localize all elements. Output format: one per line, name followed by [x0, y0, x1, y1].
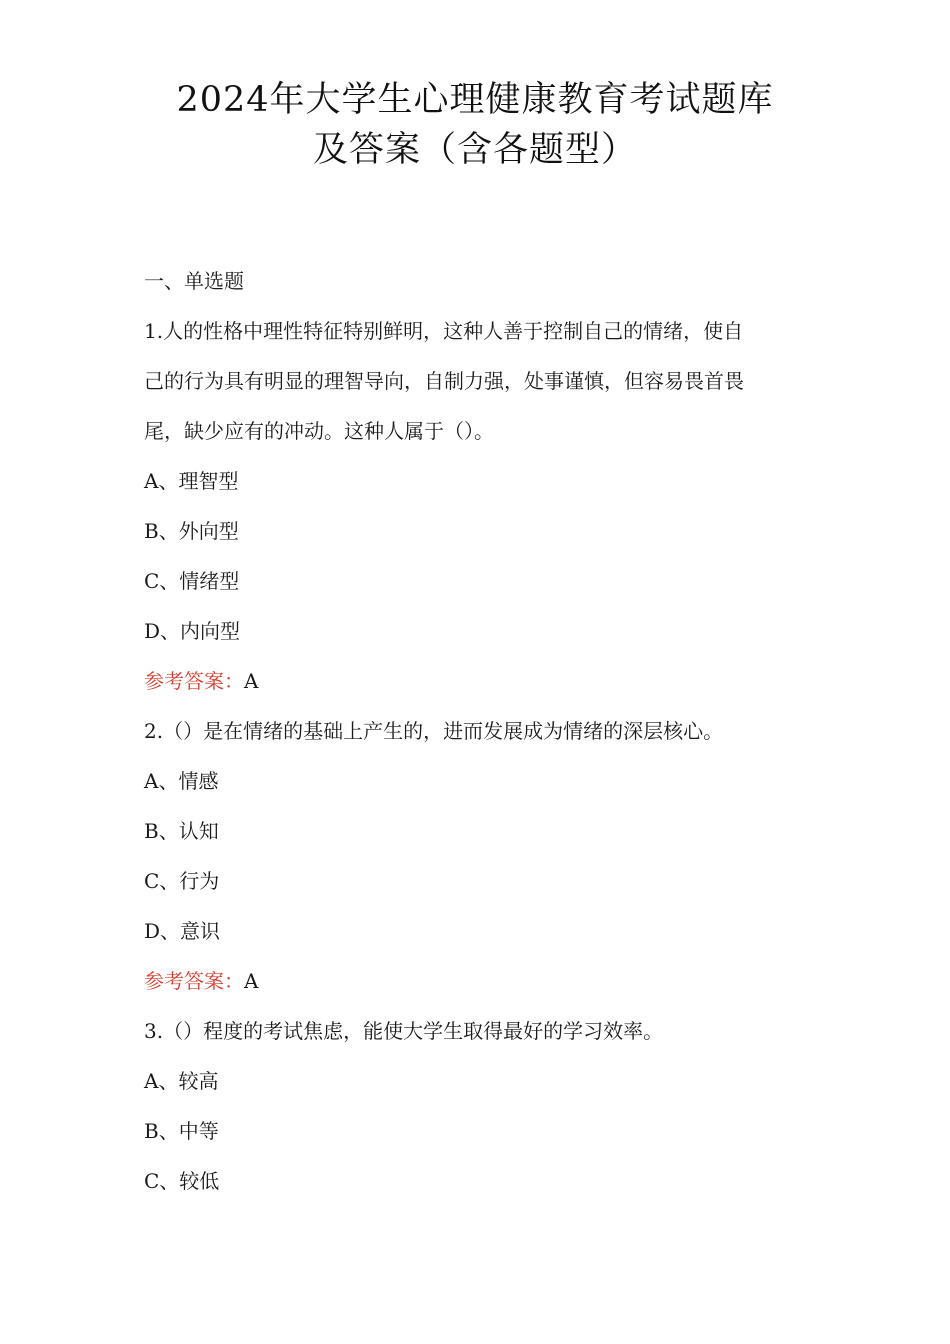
- question-2-stem-line-1: 2.（）是在情绪的基础上产生的，进而发展成为情绪的深层核心。: [144, 719, 724, 743]
- section-heading: 一、单选题: [144, 269, 244, 293]
- question-1-stem-line-3: 尾，缺少应有的冲动。这种人属于（）。: [144, 419, 494, 443]
- question-1-option-d: D、内向型: [144, 619, 241, 643]
- answer-label: 参考答案：: [144, 669, 244, 693]
- document-title-line-2: 及答案（含各题型）: [312, 130, 637, 170]
- document-title-line-1: 2024年大学生心理健康教育考试题库: [176, 80, 774, 120]
- answer-value: A: [244, 669, 259, 693]
- question-1-option-a: A、理智型: [144, 469, 239, 493]
- question-1-stem-line-1: 1.人的性格中理性特征特别鲜明，这种人善于控制自己的情绪，使自: [144, 319, 744, 343]
- question-3-option-c: C、较低: [144, 1169, 220, 1193]
- question-1-answer: [144, 656, 816, 706]
- question-content: [144, 256, 816, 1206]
- question-1-stem-line-2: 己的行为具有明显的理智导向，自制力强，处事谨慎，但容易畏首畏: [144, 369, 744, 393]
- question-1-option-c: C、情绪型: [144, 569, 240, 593]
- question-2-answer: [144, 956, 816, 1006]
- question-3-stem-line-1: 3.（）程度的考试焦虑，能使大学生取得最好的学习效率。: [144, 1019, 664, 1043]
- question-3-option-b: B、中等: [144, 1119, 219, 1143]
- question-2-option-d: D、意识: [144, 919, 221, 943]
- question-1-option-b: B、外向型: [144, 519, 239, 543]
- question-3-option-a: A、较高: [144, 1069, 219, 1093]
- answer-value: A: [244, 969, 259, 993]
- question-2-option-c: C、行为: [144, 869, 220, 893]
- question-2-option-b: B、认知: [144, 819, 219, 843]
- question-2-option-a: A、情感: [144, 769, 219, 793]
- answer-label: 参考答案：: [144, 969, 244, 993]
